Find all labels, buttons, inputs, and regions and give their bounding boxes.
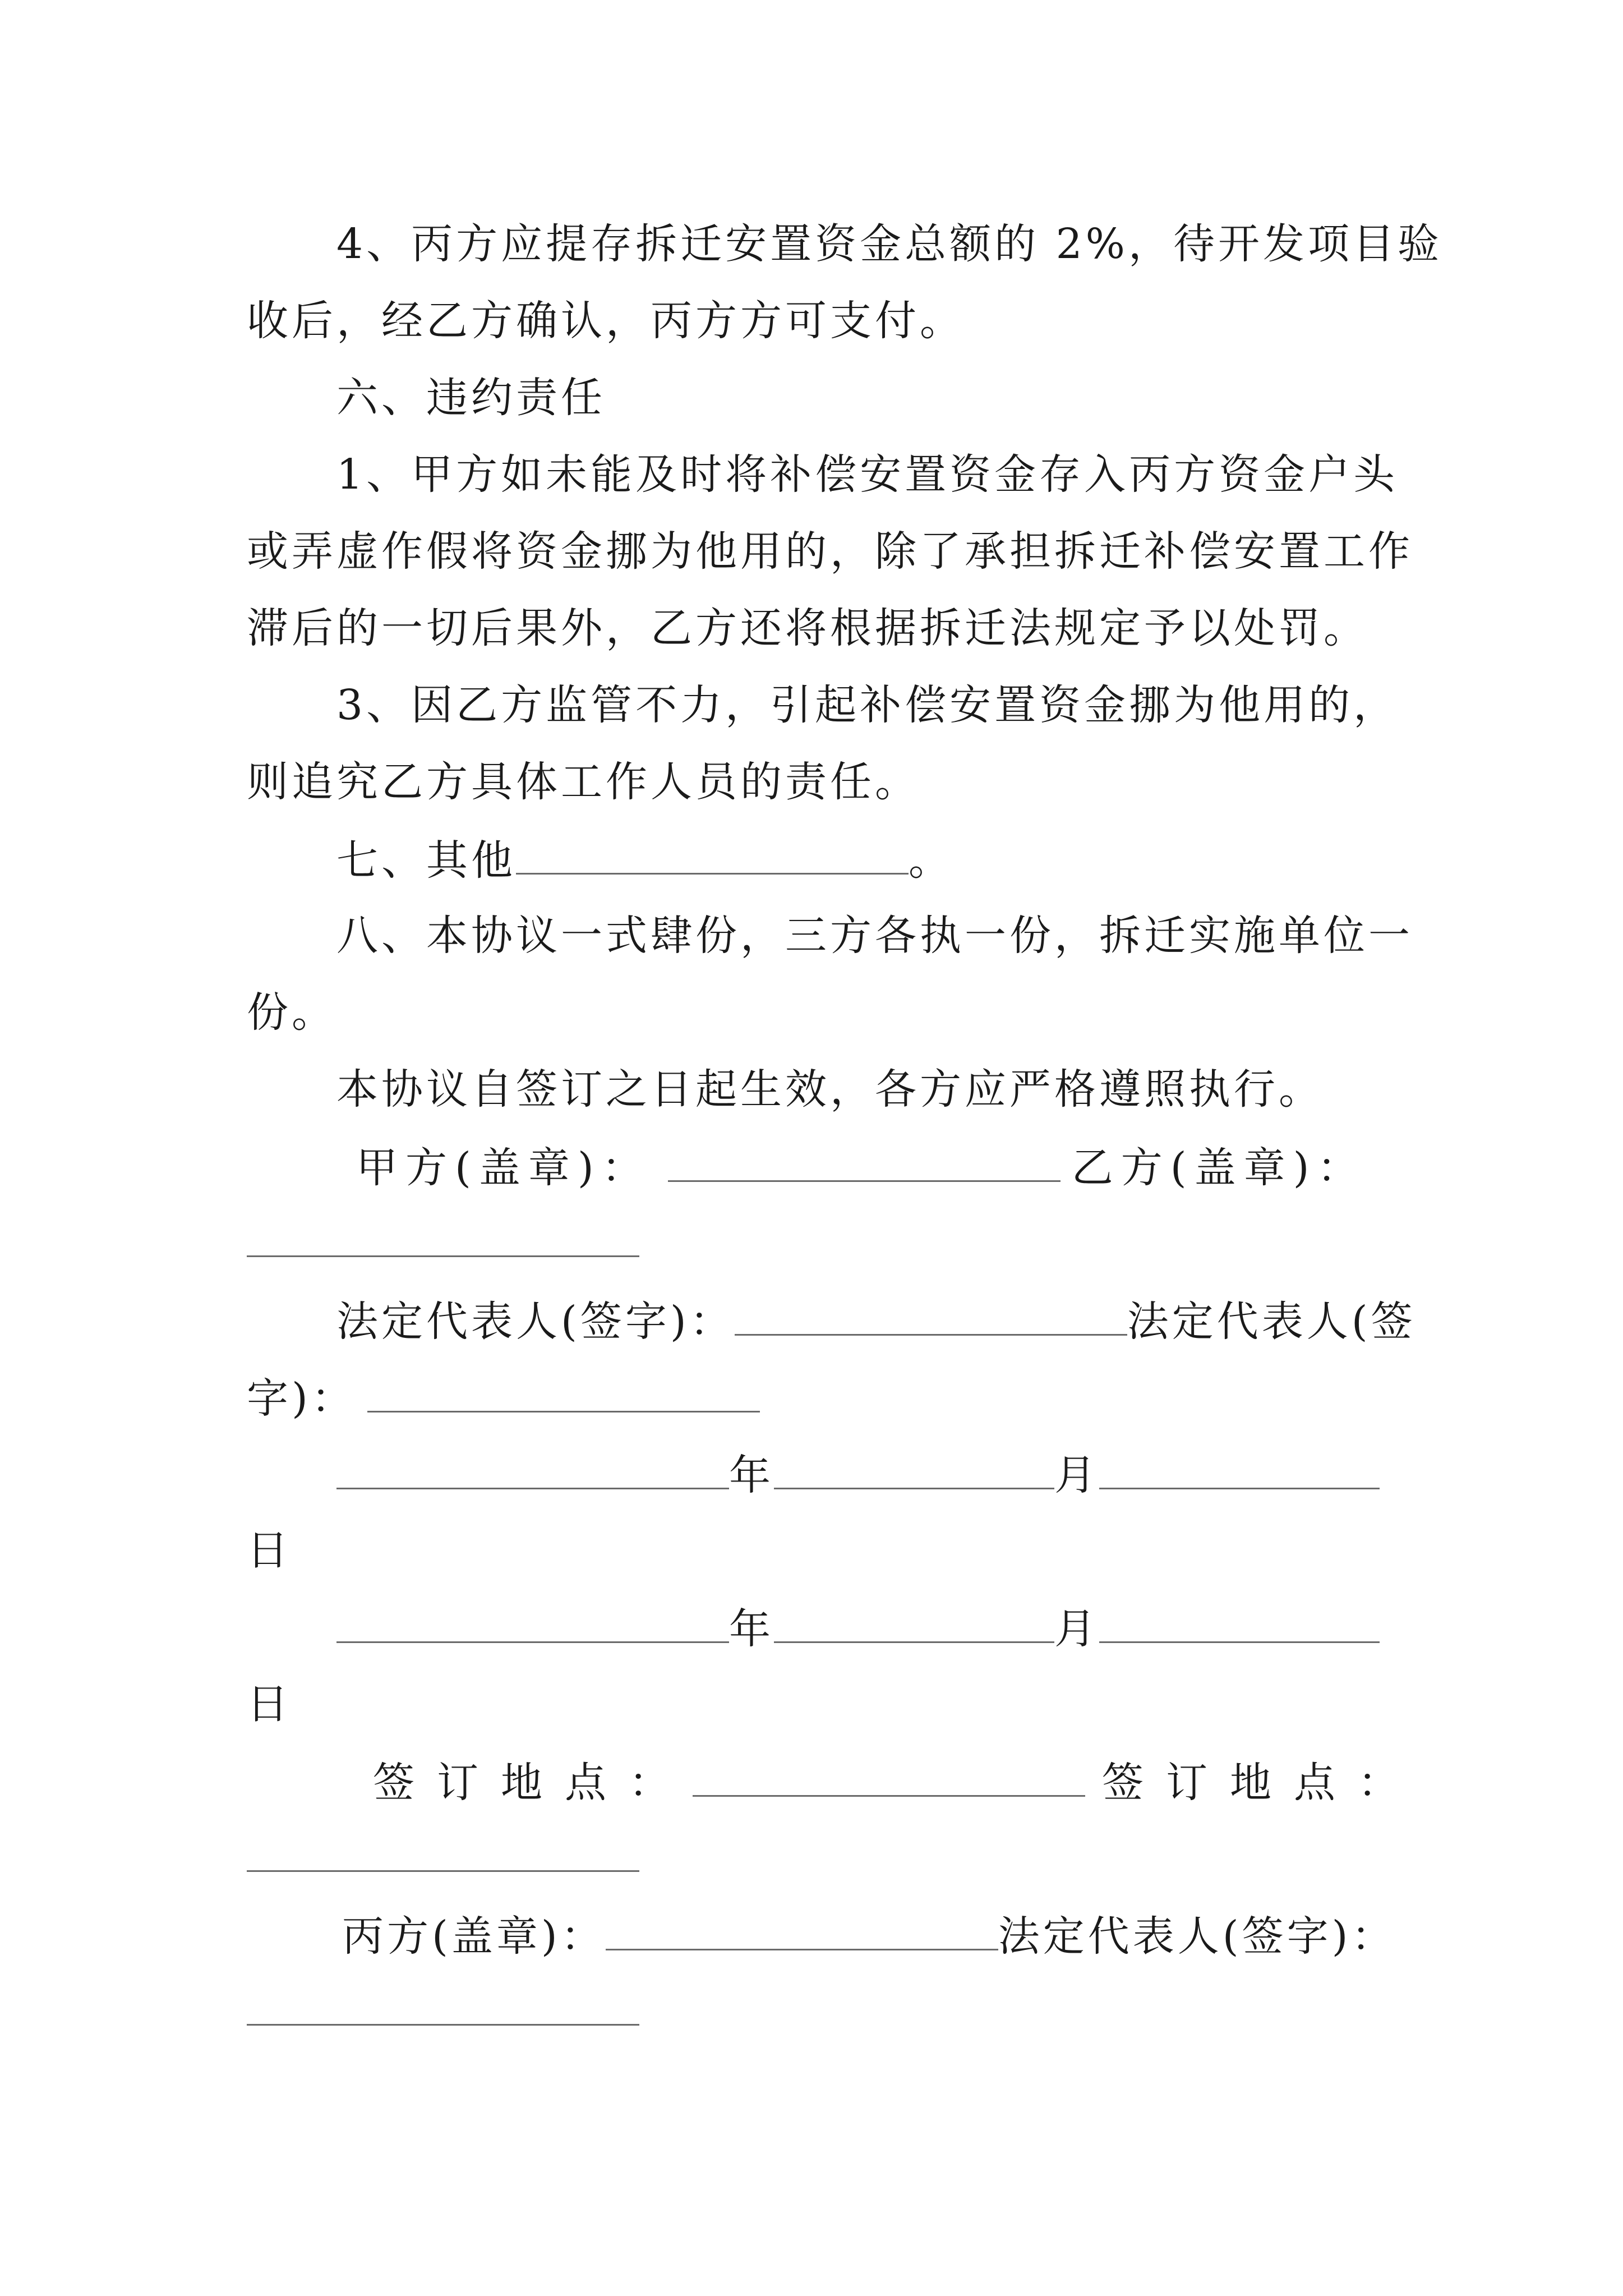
date-1-day-label: 日 xyxy=(247,1526,292,1575)
legal-rep-line-1 xyxy=(336,1289,1416,1351)
legal-rep-2-label-a: 法定代表人(签 xyxy=(1127,1297,1416,1346)
date-2-day-blank[interactable] xyxy=(1099,1596,1380,1643)
date-1-year-label: 年 xyxy=(729,1451,774,1499)
paragraph-4-line-2: 收后，经乙方确认，丙方方可支付。 xyxy=(247,297,965,345)
section-7-blank[interactable] xyxy=(516,828,909,875)
date-1-month-label: 月 xyxy=(1054,1451,1099,1499)
paragraph-6-1-line-1: 1、甲方如未能及时将补偿安置资金存入丙方资金户头 xyxy=(336,450,1399,499)
paragraph-6-1-line-3: 滞后的一切后果外，乙方还将根据拆迁法规定予以处罚。 xyxy=(247,604,1368,652)
date-line-2 xyxy=(336,1596,1391,1658)
section-8-line-1: 八、本协议一式肆份，三方各执一份，拆迁实施单位一 xyxy=(336,912,1413,960)
date-2-day-label: 日 xyxy=(247,1680,292,1728)
party-a-seal-label: 甲方(盖章)： xyxy=(356,1144,651,1192)
date-1-year-blank[interactable] xyxy=(336,1443,729,1489)
legal-rep-2-blank[interactable] xyxy=(367,1366,760,1412)
party-b-seal-blank[interactable] xyxy=(247,1255,639,1257)
date-2-year-label: 年 xyxy=(729,1605,774,1653)
section-7-line xyxy=(336,828,1391,890)
party-a-b-seal-line xyxy=(356,1135,1391,1197)
party-c-seal-blank[interactable] xyxy=(606,1904,998,1950)
sign-place-line xyxy=(373,1750,1422,1812)
sign-place-1-blank[interactable] xyxy=(693,1750,1085,1797)
sign-place-1-label: 签订地点： xyxy=(373,1759,693,1807)
date-line-1 xyxy=(336,1443,1391,1504)
paragraph-6-3-line-1: 3、因乙方监管不力，引起补偿安置资金挪为他用的， xyxy=(336,681,1399,729)
legal-rep-3-label: 法定代表人(签字)： xyxy=(998,1912,1396,1961)
party-b-seal-label: 乙方(盖章)： xyxy=(1071,1144,1367,1192)
paragraph-4-line-1: 4、丙方应提存拆迁安置资金总额的 2%，待开发项目验 xyxy=(336,220,1442,268)
legal-rep-line-2 xyxy=(247,1366,1391,1428)
date-2-month-label: 月 xyxy=(1054,1605,1099,1653)
date-1-day-blank[interactable] xyxy=(1099,1443,1380,1489)
sign-place-2-blank[interactable] xyxy=(247,1870,639,1872)
section-6-heading: 六、违约责任 xyxy=(336,374,606,422)
date-2-month-blank[interactable] xyxy=(774,1596,1054,1643)
legal-rep-3-blank[interactable] xyxy=(247,2024,639,2026)
date-2-year-blank[interactable] xyxy=(336,1596,729,1643)
legal-rep-1-blank[interactable] xyxy=(735,1289,1127,1336)
party-a-seal-blank[interactable] xyxy=(668,1135,1061,1182)
party-c-seal-label: 丙方(盖章)： xyxy=(342,1912,606,1961)
paragraph-6-1-line-2: 或弄虚作假将资金挪为他用的，除了承担拆迁补偿安置工作 xyxy=(247,527,1413,576)
legal-rep-2-label-b: 字)： xyxy=(247,1374,356,1423)
sign-place-2-label: 签订地点： xyxy=(1102,1759,1422,1807)
effective-clause: 本协议自签订之日起生效，各方应严格遵照执行。 xyxy=(336,1065,1324,1114)
section-7-label: 七、其他 xyxy=(336,836,516,885)
section-8-line-2: 份。 xyxy=(247,988,336,1037)
paragraph-6-3-line-2: 则追究乙方具体工作人员的责任。 xyxy=(247,758,920,806)
legal-rep-1-label: 法定代表人(签字)： xyxy=(336,1297,735,1346)
party-c-line xyxy=(342,1904,1408,1966)
date-1-month-blank[interactable] xyxy=(774,1443,1054,1489)
section-7-end: 。 xyxy=(909,836,953,885)
